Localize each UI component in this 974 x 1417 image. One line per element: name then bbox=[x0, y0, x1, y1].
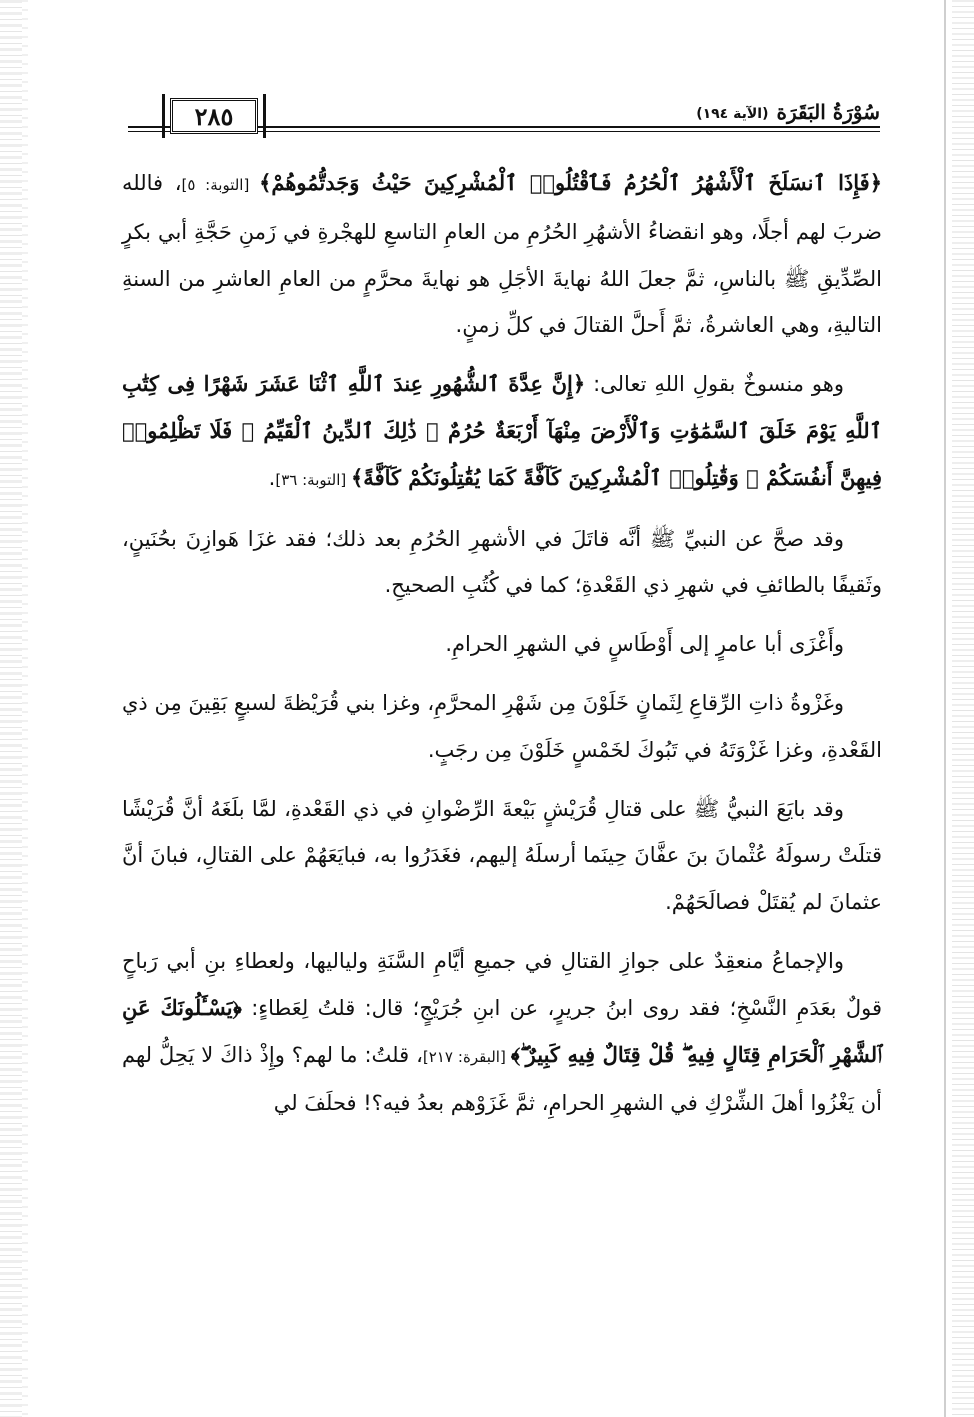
main-text bbox=[122, 160, 882, 1127]
body-text: وقد صحَّ عن النبيِّ ﷺ أنَّه قاتَلَ في الأشهرِ الحُرُمِ بعد ذلك؛ فقد غزَا هَوازِنَ بحُنَينٍ، وثَقيفًا بالطائفِ في شهرِ ذي القَعْدةِ؛ كما في كُتُبِ الصحيحِ. bbox=[122, 526, 882, 598]
verse-reference: [التوبة: ٣٦] bbox=[275, 470, 351, 489]
body-text: وغَزْوةُ ذاتِ الرِّقاعِ لِثَمانٍ خَلَوْنَ مِن شَهْرِ المحرَّمِ، وغزا بني قُرَيْظةَ لسبعٍ بَقِينَ مِن ذي القَعْدةِ، وغزا غَزْوَتَهُ في تَبُوكَ لخَمْسٍ خَلَوْنَ مِن رجَبٍ. bbox=[122, 690, 882, 762]
page-number: ٢٨٥ bbox=[194, 101, 234, 131]
running-head bbox=[688, 96, 880, 124]
body-text: . bbox=[268, 465, 276, 490]
quran-verse: ﴿إِنَّ عِدَّةَ ٱلشُّهُورِ عِندَ ٱللَّهِ ٱثْنَا عَشَرَ شَهْرًا فِى كِتَٰبِ ٱللَّهِ يَوْمَ خَلَقَ ٱلسَّمَٰوَٰتِ وَٱلْأَرْضَ مِنْهَآ أَرْبَعَةٌ حُرُمٌ ۚ ذَٰلِكَ ٱلدِّينُ ٱلْقَيِّمُ ۚ فَلَا تَظْلِمُوا۟ فِيهِنَّ أَنفُسَكُمْ ۚ وَقَٰتِلُوا۟ ٱلْمُشْرِكِينَ كَآفَّةً كَمَا يُقَٰتِلُونَكُمْ كَآفَّةً﴾ bbox=[122, 371, 882, 490]
page-number-box bbox=[170, 98, 258, 134]
scan-edge-left-inner bbox=[22, 0, 28, 1417]
body-text: وأَغْزَى أبا عامرٍ إلى أَوْطَاسٍ في الشهرِ الحرامِ. bbox=[445, 632, 844, 657]
paragraph-gap bbox=[122, 774, 882, 786]
body-text: ، فالله ضربَ لهم أجلًا، وهو انقضاءُ الأشهُرِ الحُرُمِ من العامِ التاسعِ للهجْرةِ في زَمنِ حَجَّةِ أبي بكرٍ الصِّدِّيقِ ﷺ بالناسِ، ثمَّ جعلَ اللهُ نهايةَ الأجَلِ هو نهايةَ محرَّمٍ من العامِ العاشرِ من السنةِ التاليةِ، وهي العاشرةُ، ثمَّ أَحلَّ القتالَ في كلِّ زمنٍ. bbox=[122, 171, 882, 338]
verse-reference: [البقرة: ٢١٧] bbox=[422, 1047, 511, 1066]
surah-title: سُوْرَةُ البَقَرَة bbox=[776, 100, 880, 124]
binding-rule bbox=[944, 0, 946, 1417]
paragraph-gap bbox=[122, 926, 882, 938]
paragraph bbox=[122, 361, 882, 503]
quran-verse: ﴿يَسْـَٔلُونَكَ عَنِ ٱلشَّهْرِ ٱلْحَرَامِ قِتَالٍ فِيهِ ۖ قُلْ قِتَالٌ فِيهِ كَبِيرٌ ۖ﴾ bbox=[122, 994, 882, 1067]
paragraph-gap bbox=[122, 504, 882, 516]
paragraph-gap bbox=[122, 349, 882, 361]
paragraph bbox=[122, 938, 882, 1127]
paragraph bbox=[122, 621, 882, 668]
body-text: وهو منسوخٌ بقولِ اللهِ تعالى: bbox=[585, 372, 844, 397]
quran-verse: ﴿فَإِذَا ٱنسَلَخَ ٱلْأَشْهُرُ ٱلْحُرُمُ فَٱقْتُلُوا۟ ٱلْمُشْرِكِينَ حَيْثُ وَجَدتُّمُوهُمْ﴾ bbox=[259, 170, 882, 195]
scan-edge-left bbox=[0, 0, 22, 1417]
ayah-reference: (الآية ١٩٤) bbox=[696, 106, 769, 122]
paragraph bbox=[122, 786, 882, 926]
paragraph-gap bbox=[122, 609, 882, 621]
scan-edge-right bbox=[952, 0, 974, 1417]
page-header bbox=[128, 96, 880, 136]
body-text: وقد بايَعَ النبيُّ ﷺ على قتالِ قُرَيْشٍ بَيْعةَ الرِّضْوانِ في ذي القَعْدةِ، لمَّا بلَغَهُ أنَّ قُرَيْشًا قتلَتْ رسولَهُ عُثْمانَ بنَ عفَّانَ حِينَما أرسلَهُ إليهم، فغَدَرُوا به، فبايَعَهُمْ على القتالِ، فبانَ أنَّ عثمانَ لم يُقتَلْ فصالَحَهُمْ. bbox=[122, 796, 882, 915]
paragraph bbox=[122, 680, 882, 774]
paragraph-gap bbox=[122, 668, 882, 680]
body-text: ، قلتُ: ما لهم؟ وإِذْ ذاكَ لا يَحِلُّ لهم أن يَغْزُوا أهلَ الشِّرْكِ في الشهرِ الحرامِ، ثمَّ غَزَوْهم بعدُ فيه؟! فحلَفَ لي bbox=[122, 1042, 882, 1116]
body-text: والإجماعُ منعقِدٌ على جوازِ القتالِ في جميعِ أيَّامِ السَّنَةِ ولياليها، ولعطاءِ بنِ أبي رَباحٍ قولٌ بعَدَمِ النَّسْخِ؛ فقد روى ابنُ جريرٍ، عن ابنِ جُرَيْجٍ؛ قال: قلتُ لِعَطاءٍ: bbox=[122, 948, 882, 1020]
paragraph bbox=[122, 160, 882, 349]
verse-reference: [التوبة: ٥] bbox=[181, 176, 260, 194]
paragraph bbox=[122, 516, 882, 610]
